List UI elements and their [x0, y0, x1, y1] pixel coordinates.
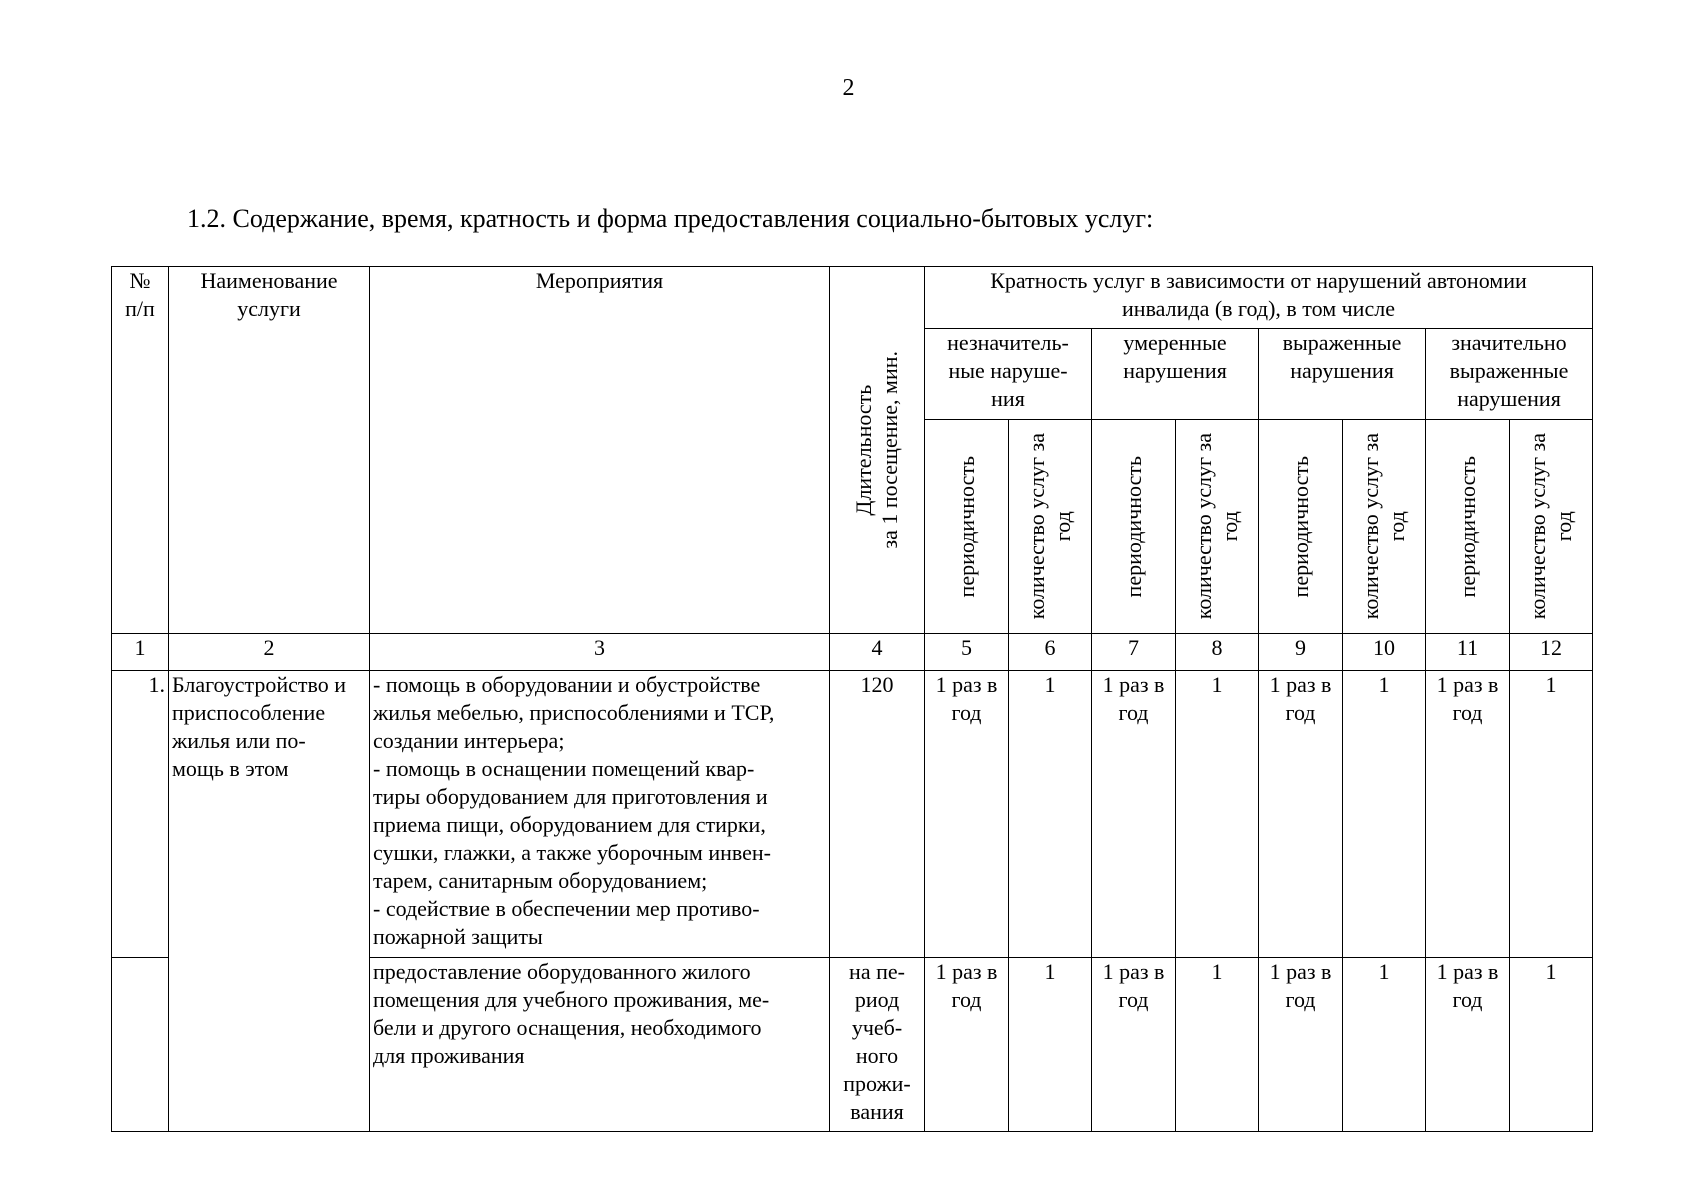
count-cell: 1 — [1510, 958, 1593, 1132]
periodicity-cell: 1 раз в год — [925, 671, 1009, 958]
header-frequency: Кратность услуг в зависимости от нарушений автономии инвалида (в год), в том числе — [925, 267, 1593, 329]
activities-cell: - помощь в оборудовании и обустройстве жилья мебелью, приспособлениями и ТСР, создании интерьера; - помощь в оснащении помещений квар- тиры оборудованием для приготовления и приема пищи, оборудованием для стирки, сушки, глажки, а также уборочным инвен- тарем, санитарным оборудованием; - содействие в обеспечении мер противо- пожарной защиты — [370, 671, 830, 958]
column-number: 10 — [1343, 634, 1426, 671]
sub-periodicity: периодичность — [925, 420, 1009, 634]
header-num: № п/п — [112, 267, 169, 634]
column-number: 3 — [370, 634, 830, 671]
sub-count: количество услуг за год — [1510, 420, 1593, 634]
count-cell: 1 — [1510, 671, 1593, 958]
periodicity-cell: 1 раз в год — [1092, 671, 1176, 958]
row-number: 1. — [112, 671, 169, 958]
column-number: 7 — [1092, 634, 1176, 671]
column-number: 12 — [1510, 634, 1593, 671]
service-name: Благоустройство и приспособление жилья или по- мощь в этом — [169, 671, 370, 1132]
column-number: 2 — [169, 634, 370, 671]
count-cell: 1 — [1343, 671, 1426, 958]
services-table — [111, 266, 1593, 1132]
group-pronounced: выраженные нарушения — [1259, 329, 1426, 420]
section-heading: 1.2. Содержание, время, кратность и форма предоставления социально-бытовых услуг: — [187, 204, 1154, 233]
page-number: 2 — [842, 75, 855, 101]
periodicity-cell: 1 раз в год — [1259, 671, 1343, 958]
table-row — [112, 671, 1593, 958]
duration-cell: 120 — [830, 671, 925, 958]
count-cell: 1 — [1176, 958, 1259, 1132]
group-minor: незначитель- ные наруше- ния — [925, 329, 1092, 420]
group-moderate: умеренные нарушения — [1092, 329, 1259, 420]
row-number — [112, 958, 169, 1132]
sub-periodicity: периодичность — [1426, 420, 1510, 634]
column-number: 6 — [1009, 634, 1092, 671]
group-significant: значительно выраженные нарушения — [1426, 329, 1593, 420]
column-number: 11 — [1426, 634, 1510, 671]
sub-periodicity: периодичность — [1259, 420, 1343, 634]
sub-count: количество услуг за год — [1009, 420, 1092, 634]
header-duration: Длительность за 1 посещение, мин. — [830, 267, 925, 634]
periodicity-cell: 1 раз в год — [925, 958, 1009, 1132]
column-number: 8 — [1176, 634, 1259, 671]
column-number: 9 — [1259, 634, 1343, 671]
periodicity-cell: 1 раз в год — [1259, 958, 1343, 1132]
sub-periodicity: периодичность — [1092, 420, 1176, 634]
periodicity-cell: 1 раз в год — [1426, 958, 1510, 1132]
column-number: 4 — [830, 634, 925, 671]
header-service-name: Наименование услуги — [169, 267, 370, 634]
activities-cell: предоставление оборудованного жилого помещения для учебного проживания, ме- бели и другого оснащения, необходимого для проживания — [370, 958, 830, 1132]
count-cell: 1 — [1176, 671, 1259, 958]
periodicity-cell: 1 раз в год — [1092, 958, 1176, 1132]
column-number: 5 — [925, 634, 1009, 671]
sub-count: количество услуг за год — [1343, 420, 1426, 634]
count-cell: 1 — [1009, 671, 1092, 958]
sub-count: количество услуг за год — [1176, 420, 1259, 634]
header-activities: Мероприятия — [370, 267, 830, 634]
duration-cell: на пе- риод учеб- ного прожи- вания — [830, 958, 925, 1132]
column-number: 1 — [112, 634, 169, 671]
count-cell: 1 — [1343, 958, 1426, 1132]
periodicity-cell: 1 раз в год — [1426, 671, 1510, 958]
count-cell: 1 — [1009, 958, 1092, 1132]
